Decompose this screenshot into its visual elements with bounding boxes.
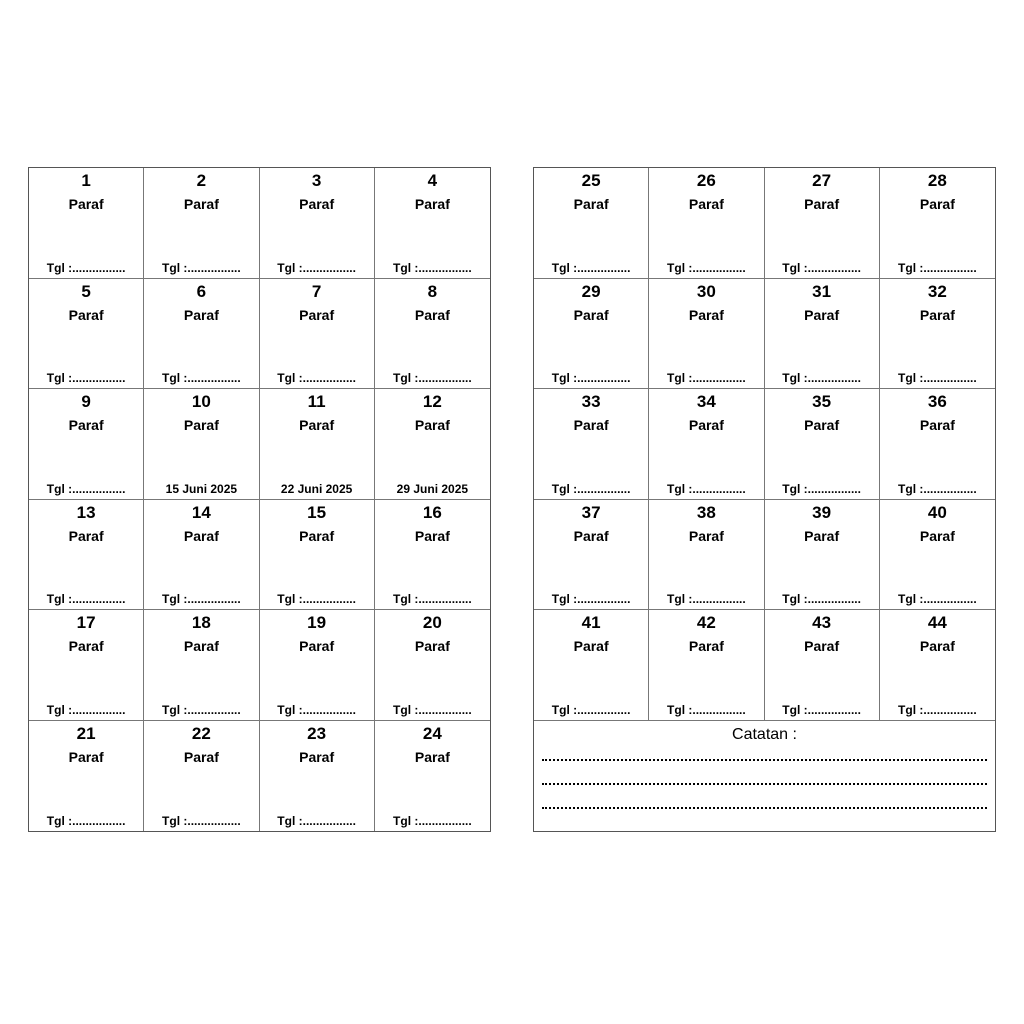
- paraf-label: Paraf: [804, 638, 840, 654]
- date-field: Tgl :................: [782, 371, 861, 385]
- cell-number: 13: [76, 502, 96, 522]
- cell-number: 24: [422, 723, 442, 743]
- paraf-label: Paraf: [919, 196, 955, 212]
- paraf-label: Paraf: [804, 306, 840, 323]
- paraf-label: Paraf: [804, 417, 840, 433]
- paraf-label: Paraf: [299, 748, 335, 765]
- date-field: Tgl :................: [667, 371, 746, 385]
- cell-number: 34: [696, 392, 716, 411]
- date-field: Tgl :................: [277, 260, 356, 275]
- signature-cell: [144, 500, 259, 611]
- paraf-label: Paraf: [414, 638, 450, 654]
- signature-cell: [260, 389, 375, 500]
- cell-number: 44: [927, 613, 947, 632]
- date-field: Tgl :................: [46, 371, 126, 385]
- signature-cell: [534, 279, 649, 390]
- paraf-label: Paraf: [68, 306, 104, 323]
- date-field: Tgl :................: [898, 592, 977, 606]
- date-field: Tgl :................: [393, 702, 472, 717]
- paraf-label: Paraf: [804, 527, 840, 544]
- signature-cell: [375, 168, 490, 279]
- cell-number: 22: [191, 723, 211, 743]
- signature-cell: [765, 389, 880, 500]
- date-field: Tgl :................: [551, 371, 631, 385]
- signature-cell: [375, 721, 490, 832]
- cell-number: 30: [696, 281, 716, 301]
- paraf-label: Paraf: [573, 527, 609, 544]
- cell-number: 3: [311, 171, 322, 190]
- signature-cell: [534, 389, 649, 500]
- cell-number: 1: [81, 171, 91, 190]
- cell-number: 25: [581, 171, 601, 190]
- signature-cell: [144, 168, 259, 279]
- signature-cell: [144, 721, 259, 832]
- cell-number: 31: [812, 281, 832, 301]
- signature-cell: [880, 279, 995, 390]
- cell-number: 18: [191, 613, 211, 632]
- date-field: Tgl :................: [393, 260, 472, 275]
- date-field: Tgl :................: [277, 371, 356, 385]
- cell-number: 17: [76, 613, 96, 632]
- paraf-label: Paraf: [688, 196, 724, 212]
- cell-number: 38: [696, 502, 716, 522]
- cell-number: 33: [581, 392, 601, 411]
- paraf-label: Paraf: [183, 748, 219, 765]
- paraf-label: Paraf: [414, 417, 450, 433]
- cell-number: 2: [196, 171, 207, 190]
- date-field: Tgl :................: [551, 702, 631, 717]
- date-field: Tgl :................: [667, 592, 746, 606]
- paraf-label: Paraf: [299, 527, 335, 544]
- cell-number: 6: [196, 281, 207, 301]
- paraf-label: Paraf: [414, 306, 450, 323]
- date-field: 15 Juni 2025: [165, 481, 238, 496]
- date-field: Tgl :................: [277, 592, 356, 606]
- date-field: Tgl :................: [46, 702, 126, 717]
- paraf-label: Paraf: [919, 527, 955, 544]
- date-field: 22 Juni 2025: [280, 481, 353, 496]
- signature-cell: [649, 279, 764, 390]
- paraf-label: Paraf: [68, 196, 104, 212]
- date-field: Tgl :................: [551, 260, 631, 275]
- cell-number: 11: [307, 392, 326, 411]
- paraf-label: Paraf: [183, 306, 219, 323]
- cell-number: 28: [927, 171, 947, 190]
- cell-number: 27: [812, 171, 832, 190]
- paraf-label: Paraf: [573, 196, 609, 212]
- right-card-sheet: [533, 167, 996, 832]
- paraf-label: Paraf: [688, 306, 724, 323]
- paraf-label: Paraf: [183, 196, 219, 212]
- cell-number: 43: [812, 613, 832, 632]
- cell-number: 37: [581, 502, 601, 522]
- signature-cell: [880, 168, 995, 279]
- date-field: Tgl :................: [46, 592, 126, 606]
- signature-cell: [29, 610, 144, 721]
- signature-cell: [765, 610, 880, 721]
- signature-cell: [649, 168, 764, 279]
- cell-number: 35: [812, 392, 832, 411]
- date-field: Tgl :................: [667, 481, 746, 496]
- signature-cell: [29, 721, 144, 832]
- paraf-label: Paraf: [414, 196, 450, 212]
- cell-number: 29: [581, 281, 601, 301]
- left-card-sheet: [28, 167, 491, 832]
- cell-number: 26: [696, 171, 716, 190]
- signature-cell: [260, 168, 375, 279]
- signature-cell: [534, 610, 649, 721]
- date-field: Tgl :................: [898, 260, 977, 275]
- paraf-label: Paraf: [573, 417, 609, 433]
- paraf-label: Paraf: [68, 638, 104, 654]
- cell-number: 40: [927, 502, 947, 522]
- date-field: 29 Juni 2025: [396, 481, 469, 496]
- date-field: Tgl :................: [277, 702, 356, 717]
- cell-number: 9: [81, 392, 91, 411]
- date-field: Tgl :................: [393, 592, 472, 606]
- cell-number: 7: [311, 281, 322, 301]
- signature-cell: [375, 279, 490, 390]
- paraf-label: Paraf: [183, 417, 219, 433]
- paraf-label: Paraf: [573, 306, 609, 323]
- cell-number: 4: [427, 171, 438, 190]
- paraf-label: Paraf: [414, 748, 450, 765]
- paraf-label: Paraf: [573, 638, 609, 654]
- paraf-label: Paraf: [299, 306, 335, 323]
- cell-number: 41: [581, 613, 601, 632]
- signature-cell: [534, 500, 649, 611]
- signature-cell: [649, 389, 764, 500]
- signature-cell: [375, 610, 490, 721]
- date-field: Tgl :................: [551, 592, 631, 606]
- paraf-label: Paraf: [299, 638, 335, 654]
- date-field: Tgl :................: [46, 814, 126, 828]
- cell-number: 20: [422, 613, 442, 632]
- signature-cell: [29, 279, 144, 390]
- cell-number: 12: [422, 392, 442, 411]
- notes-dotted-line: [542, 759, 987, 761]
- signature-cell: [649, 610, 764, 721]
- cell-number: 32: [927, 281, 947, 301]
- paraf-label: Paraf: [919, 638, 955, 654]
- date-field: Tgl :................: [551, 481, 631, 496]
- cell-number: 39: [812, 502, 832, 522]
- signature-cell: [260, 279, 375, 390]
- paraf-label: Paraf: [183, 638, 219, 654]
- signature-cell: [29, 500, 144, 611]
- cell-number: 15: [307, 502, 327, 522]
- signature-cell: [260, 610, 375, 721]
- signature-cell: [534, 168, 649, 279]
- date-field: Tgl :................: [46, 260, 126, 275]
- cell-number: 19: [307, 613, 327, 632]
- signature-cell: [880, 500, 995, 611]
- cell-number: 21: [76, 723, 96, 743]
- cell-number: 5: [81, 281, 91, 301]
- date-field: Tgl :................: [162, 814, 241, 828]
- signature-cell: [29, 168, 144, 279]
- cell-number: 42: [696, 613, 716, 632]
- signature-cell: [880, 610, 995, 721]
- cell-number: 16: [422, 502, 442, 522]
- date-field: Tgl :................: [277, 814, 356, 828]
- date-field: Tgl :................: [393, 814, 472, 828]
- paraf-label: Paraf: [68, 417, 104, 433]
- paraf-label: Paraf: [919, 417, 955, 433]
- signature-cell: [144, 389, 259, 500]
- date-field: Tgl :................: [667, 260, 746, 275]
- date-field: Tgl :................: [46, 481, 126, 496]
- notes-title: Catatan :: [732, 725, 797, 743]
- date-field: Tgl :................: [898, 702, 977, 717]
- notes-area: [534, 721, 995, 832]
- date-field: Tgl :................: [162, 592, 241, 606]
- date-field: Tgl :................: [667, 702, 746, 717]
- paraf-label: Paraf: [804, 196, 840, 212]
- signature-cell: [260, 721, 375, 832]
- date-field: Tgl :................: [162, 702, 241, 717]
- date-field: Tgl :................: [162, 260, 241, 275]
- paraf-label: Paraf: [688, 638, 724, 654]
- paraf-label: Paraf: [299, 417, 335, 433]
- paraf-label: Paraf: [414, 527, 450, 544]
- date-field: Tgl :................: [898, 371, 977, 385]
- paraf-label: Paraf: [183, 527, 219, 544]
- signature-cell: [880, 389, 995, 500]
- signature-cell: [765, 168, 880, 279]
- paraf-label: Paraf: [299, 196, 335, 212]
- date-field: Tgl :................: [782, 702, 861, 717]
- cell-number: 23: [307, 723, 327, 743]
- date-field: Tgl :................: [162, 371, 241, 385]
- signature-cell: [375, 389, 490, 500]
- notes-dotted-line: [542, 807, 987, 809]
- date-field: Tgl :................: [782, 481, 861, 496]
- cell-number: 36: [927, 392, 947, 411]
- cell-number: 14: [191, 502, 211, 522]
- signature-cell: [765, 500, 880, 611]
- signature-cell: [375, 500, 490, 611]
- signature-cell: [765, 279, 880, 390]
- cell-number: 8: [427, 281, 438, 301]
- notes-dotted-line: [542, 783, 987, 785]
- date-field: Tgl :................: [782, 592, 861, 606]
- signature-cell: [649, 500, 764, 611]
- signature-cell: [144, 279, 259, 390]
- paraf-label: Paraf: [68, 527, 104, 544]
- paraf-label: Paraf: [688, 527, 724, 544]
- paraf-label: Paraf: [688, 417, 724, 433]
- cell-number: 10: [191, 392, 211, 411]
- paraf-label: Paraf: [919, 306, 955, 323]
- signature-cell: [29, 389, 144, 500]
- signature-cell: [144, 610, 259, 721]
- date-field: Tgl :................: [782, 260, 861, 275]
- date-field: Tgl :................: [393, 371, 472, 385]
- date-field: Tgl :................: [898, 481, 977, 496]
- signature-cell: [260, 500, 375, 611]
- paraf-label: Paraf: [68, 748, 104, 765]
